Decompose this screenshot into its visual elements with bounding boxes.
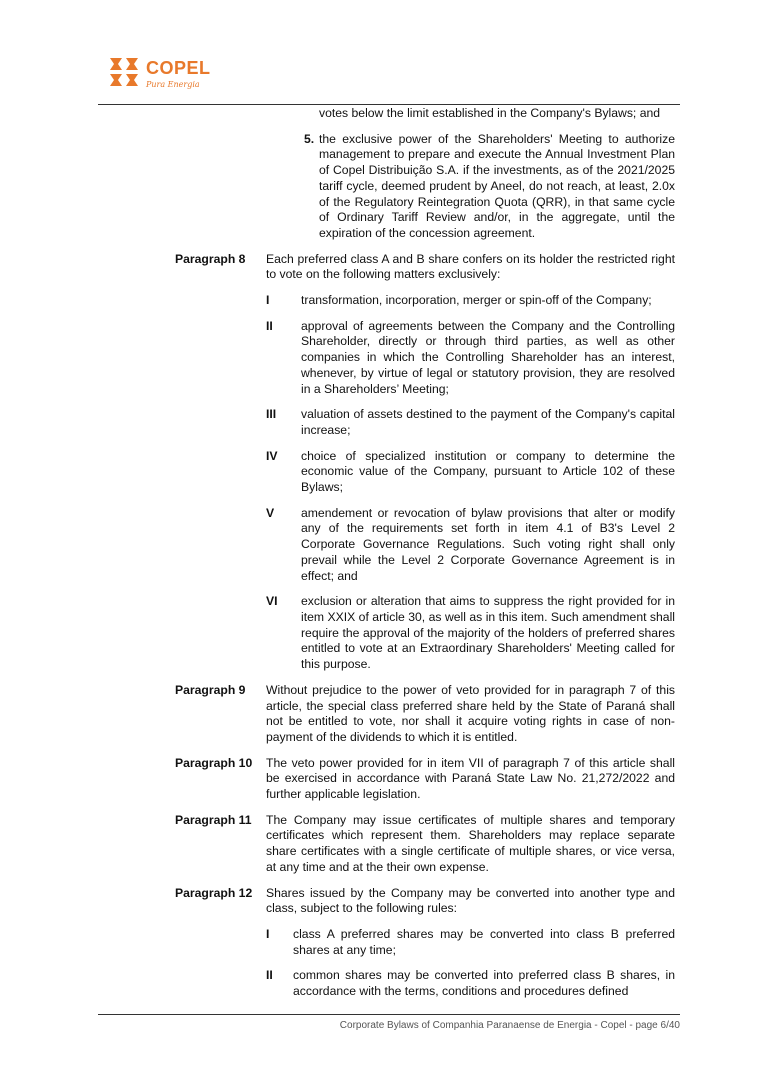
roman-item-iii (0, 407, 766, 438)
roman-item-iv (0, 449, 766, 496)
paragraph-label: Paragraph 8 (175, 251, 246, 266)
paragraph-label: Paragraph 12 (175, 885, 253, 900)
document-body (0, 106, 766, 1000)
roman-item-v (0, 506, 766, 585)
roman-item-text: approval of agreements between the Company and the Controlling Shareholder, directly or through third parties, as well as other companies in which the Controlling Shareholder has an interest, whenever, by virtue of legal or statutory provision, they are resolved in a Shareholders’ Meeting; (301, 318, 675, 396)
roman-item-text: transformation, incorporation, merger or spin-off of the Company; (301, 293, 652, 308)
roman-item-text: amendement or revocation of bylaw provisions that alter or modify any of the requirements set forth in item 4.1 of B3's Level 2 Corporate Governance Regulations. Such voting right shall only prevail while the Level 2 Corporate Governance Agreement is in effect; and (301, 505, 675, 583)
list-item-number: 5. (304, 131, 315, 146)
roman-item-vi (0, 594, 766, 673)
header-divider (98, 104, 680, 105)
paragraph-label: Paragraph 9 (175, 682, 246, 697)
roman-item-text: choice of specialized institution or company to determine the economic value of the Company, pursuant to Article 102 of these Bylaws; (301, 448, 675, 495)
paragraph-10 (0, 756, 766, 803)
roman-numeral: V (266, 505, 275, 520)
logo-tagline: Pura Energia (146, 80, 200, 89)
roman-numeral: I (266, 293, 270, 308)
paragraph-text: Shares issued by the Company may be converted into another type and class, subject to the following rules: (266, 885, 675, 916)
logo-text: COPEL (146, 58, 211, 78)
page-footer: Corporate Bylaws of Companhia Paranaense de Energia - Copel - page 6/40 (339, 1020, 680, 1031)
paragraph-label: Paragraph 11 (175, 812, 252, 827)
footer-divider (98, 1014, 680, 1015)
paragraph-text: Each preferred class A and B share confers on its holder the restricted right to vote on the following matters exclusively: (266, 251, 675, 282)
roman-item-text: common shares may be converted into preferred class B shares, in accordance with the terms, conditions and procedures defined (293, 968, 675, 999)
roman-item-text: exclusion or alteration that aims to suppress the right provided for in item XXIX of article 30, as well as in this item. Such amendment shall require the approval of the majority of the holders of preferred shares entitled to vote at an Extraordinary Shareholders' Meeting called for this purpose. (301, 594, 675, 672)
paragraph-11 (0, 813, 766, 876)
roman-numeral: I (266, 926, 270, 941)
paragraph-text: The veto power provided for in item VII of paragraph 7 of this article shall be exercised in accordance with Paraná State Law No. 21,272/2022 and further applicable legislation. (266, 755, 675, 802)
roman-item-ii (0, 319, 766, 398)
paragraph-text: Without prejudice to the power of veto provided for in paragraph 7 of this article, the special class preferred share held by the State of Paraná shall not be entitled to vote, nor shall it acquire voting rights in case of non-payment of the dividends to which it is entitled. (266, 682, 675, 744)
paragraph-text: The Company may issue certificates of multiple shares and temporary certificates which represent them. Shareholders may replace separate share certificates with a single certificate of multiple shares, or vice versa, at any time and at the their own expense. (266, 812, 675, 874)
roman-numeral: IV (266, 448, 278, 463)
roman-item-text: valuation of assets destined to the payment of the Company's capital increase; (301, 407, 675, 437)
roman-numeral: III (266, 407, 277, 422)
paragraph-12 (0, 886, 766, 917)
conversion-rule-i (0, 927, 766, 958)
conversion-rule-ii (0, 968, 766, 999)
paragraph-label: Paragraph 10 (175, 755, 253, 770)
roman-numeral: II (266, 968, 273, 983)
list-item-5 (0, 132, 766, 242)
copel-logo-icon (108, 56, 140, 88)
continuation-text: votes below the limit established in the Company's Bylaws; and (319, 106, 661, 120)
list-item-text: the exclusive power of the Shareholders' Meeting to authorize management to prepare and execute the Annual Investment Plan of Copel Distribuição S.A. if the investments, as of the 2021/2025 tariff cycle, deemed prudent by Aneel, do not reach, at least, 2.0x of the Regulatory Reintegration Quota (QRR), in that same cycle of Ordinary Tariff Review and/or, in the aggregate, until the expiration of the concession agreement. (319, 131, 675, 240)
paragraph-9 (0, 683, 766, 746)
roman-item-text: class A preferred shares may be converted into class B preferred shares at any time; (293, 926, 675, 957)
paragraph-8 (0, 252, 766, 283)
roman-item-i (0, 293, 766, 309)
roman-numeral: VI (266, 594, 278, 609)
roman-numeral: II (266, 318, 273, 333)
